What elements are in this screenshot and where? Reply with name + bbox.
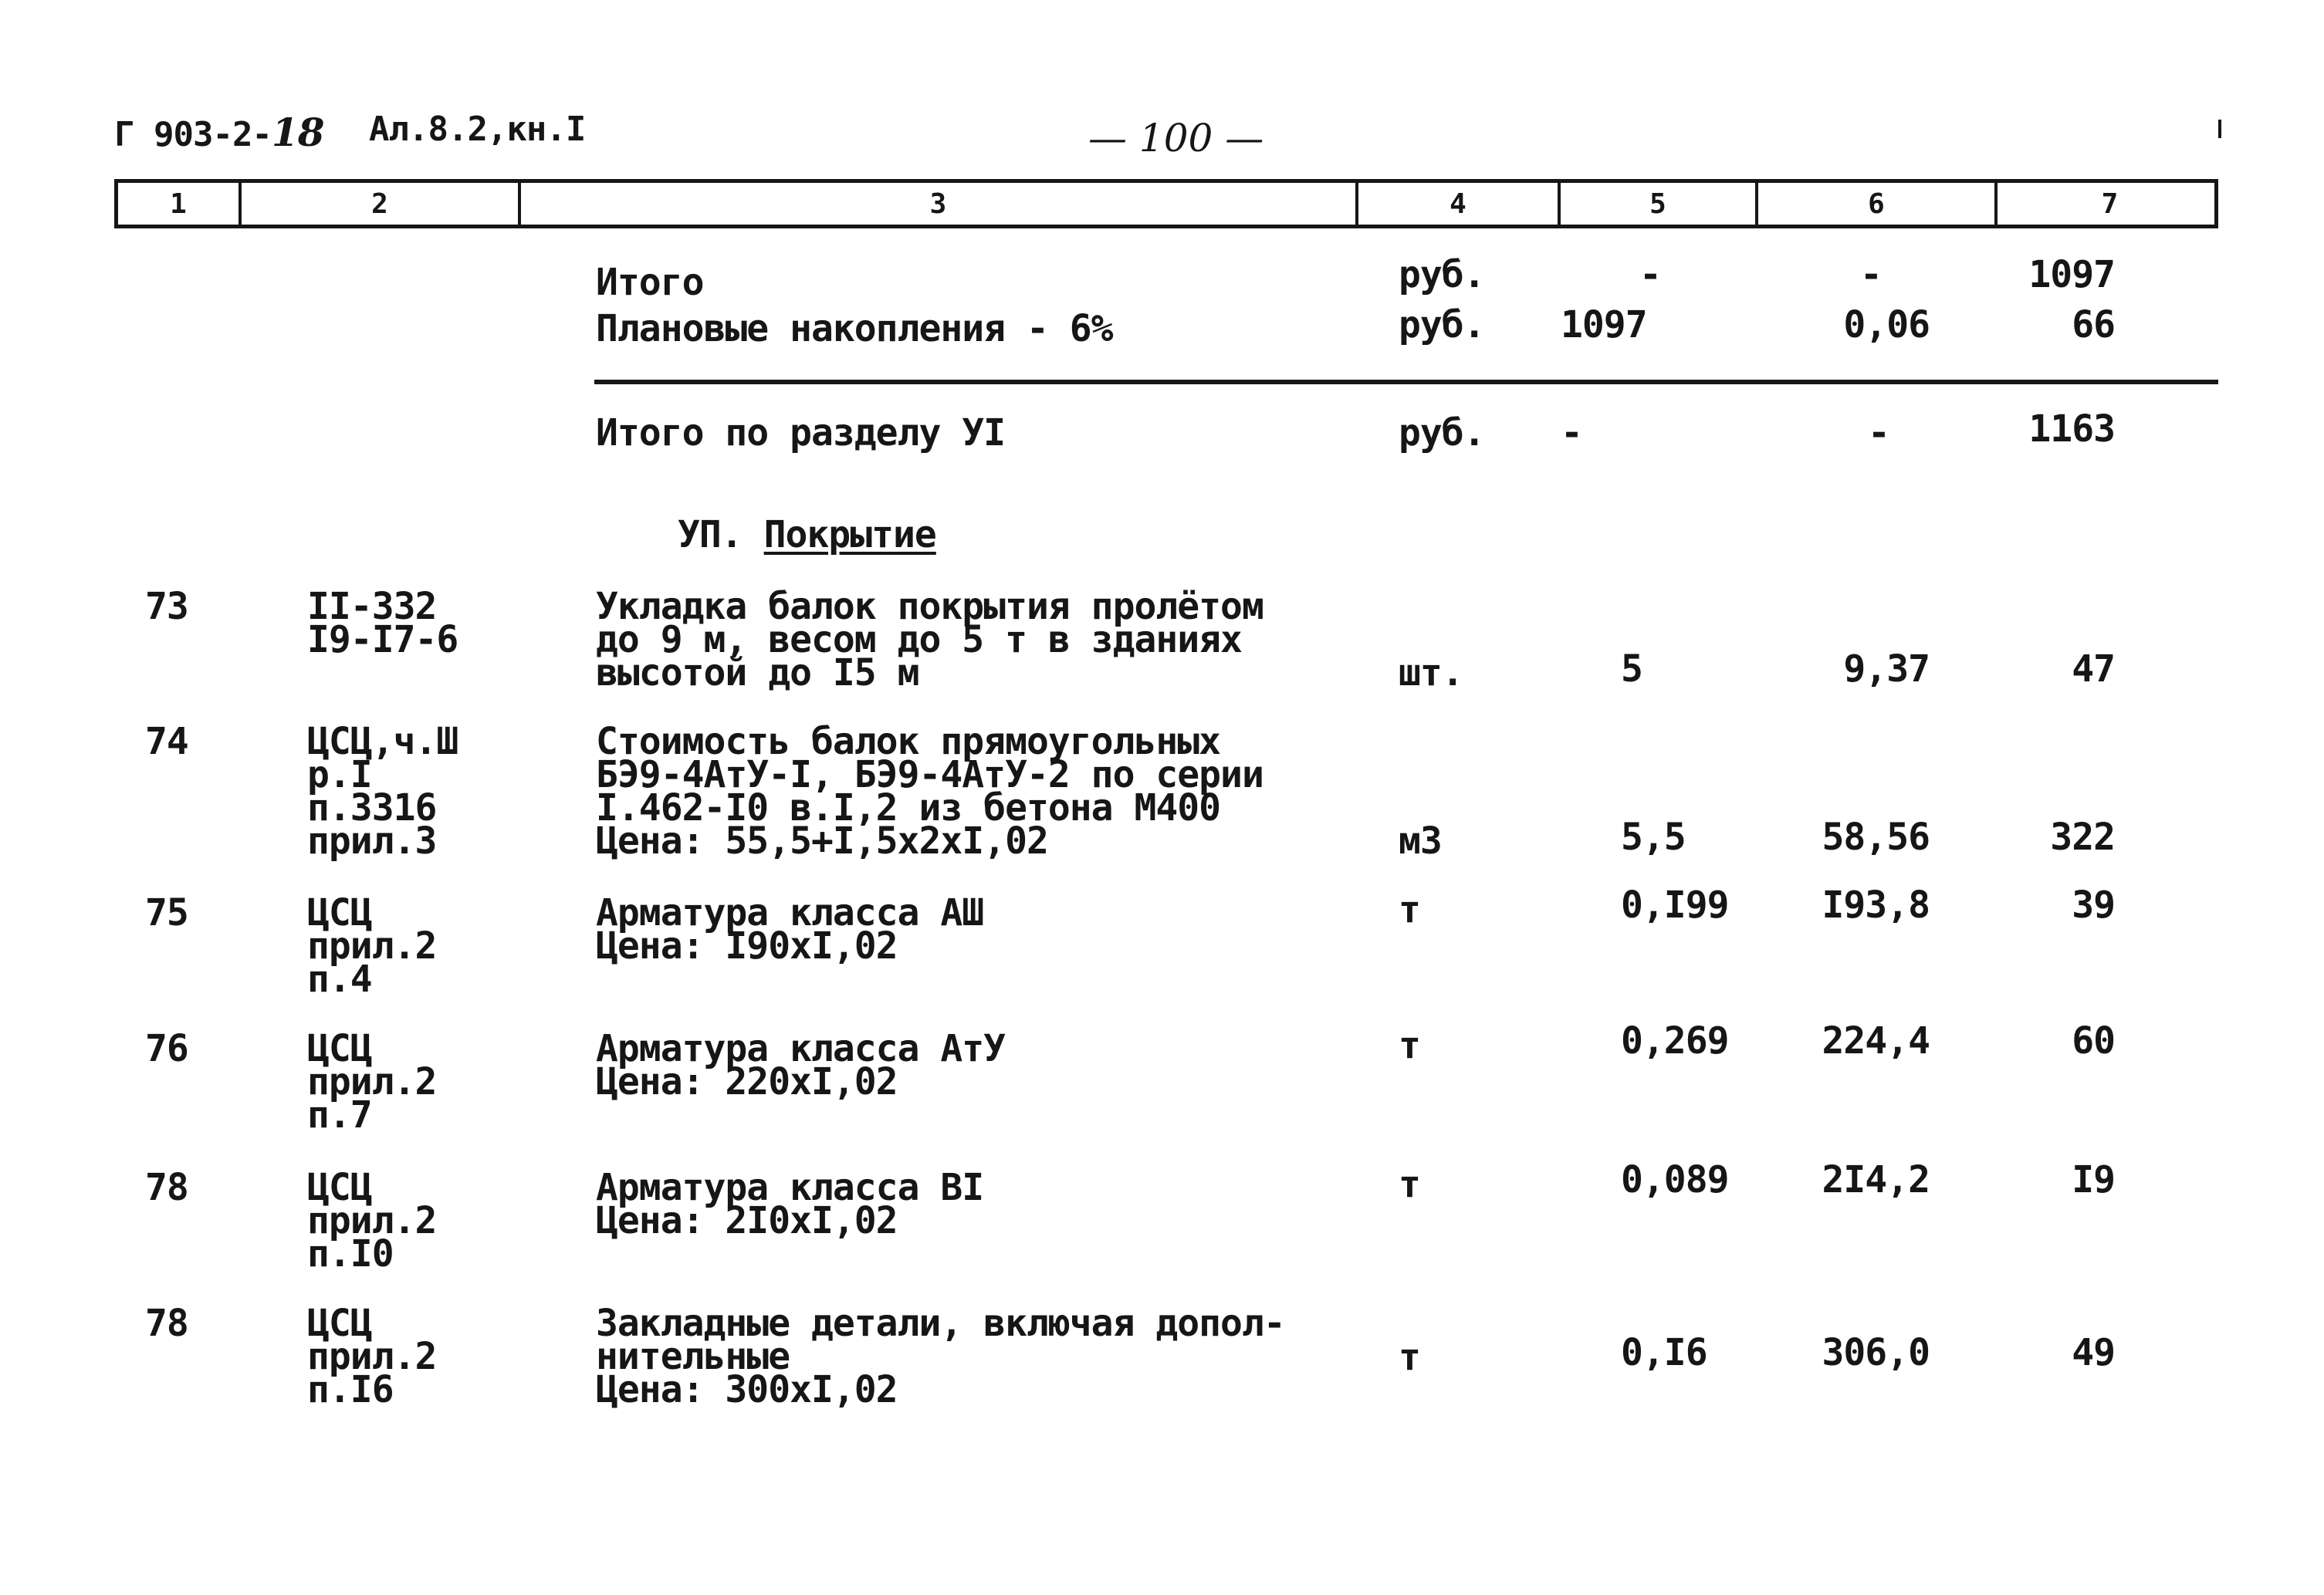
row-description-line: Укладка балок покрытия пролётом — [596, 585, 1263, 628]
row-quantity: 0,I99 — [1621, 884, 1729, 927]
row-price: 306,0 — [1822, 1331, 1930, 1374]
section-title — [678, 513, 936, 556]
row-unit: т — [1399, 1024, 1420, 1067]
row-price: 2I4,2 — [1822, 1158, 1930, 1201]
section-total-description: Итого по разделу УI — [596, 411, 1006, 455]
row-code-line: прил.2 — [307, 924, 437, 968]
row-number: 76 — [145, 1027, 188, 1070]
column-number-7: 7 — [2101, 188, 2119, 220]
row-unit: шт. — [1399, 651, 1463, 694]
row-quantity: 0,269 — [1621, 1019, 1729, 1063]
row-code-line: прил.2 — [307, 1335, 437, 1378]
row-total: 49 — [2072, 1331, 2115, 1374]
column-number-5: 5 — [1561, 183, 1758, 225]
column-number-6: 6 — [1758, 183, 1998, 225]
row-unit: м3 — [1399, 819, 1442, 863]
summary-price: 0,06 — [1843, 303, 1930, 346]
row-code-line: р.I — [307, 753, 372, 796]
row-price: I93,8 — [1822, 884, 1930, 927]
document-code-handwritten: 18 — [271, 110, 324, 155]
row-total: 322 — [2050, 816, 2115, 859]
summary-quantity: 1097 — [1561, 303, 1647, 346]
row-description-line: Цена: 220хI,02 — [596, 1060, 898, 1103]
row-number: 78 — [145, 1166, 188, 1209]
row-code-line: ЦСЦ — [307, 1302, 372, 1345]
row-description-line: I.462-I0 в.I,2 из бетона М400 — [596, 786, 1221, 830]
row-code-line: п.3316 — [307, 786, 437, 830]
row-total: 60 — [2072, 1019, 2115, 1063]
row-price: 9,37 — [1843, 647, 1930, 691]
row-code-line: ЦСЦ,ч.Ш — [307, 720, 458, 763]
row-description-line: Цена: I90хI,02 — [596, 924, 898, 968]
section-total-unit: руб. — [1399, 411, 1485, 455]
column-number-3: 3 — [521, 183, 1358, 225]
section-total-price: - — [1868, 411, 1889, 455]
summary-unit: руб. — [1399, 253, 1485, 296]
row-code-line: прил.3 — [307, 819, 437, 863]
row-description-line: нительные — [596, 1335, 790, 1378]
row-number: 74 — [145, 720, 188, 763]
summary-unit: руб. — [1399, 303, 1485, 346]
row-code-line: прил.2 — [307, 1060, 437, 1103]
row-description-line: до 9 м, весом до 5 т в зданиях — [596, 618, 1242, 661]
document-code-prefix: Г 903-2- — [114, 115, 272, 154]
column-number-4: 4 — [1358, 183, 1561, 225]
section-total-amount: 1163 — [2028, 407, 2115, 451]
row-code-line: ЦСЦ — [307, 891, 372, 934]
row-description-line: БЭ9-4АтУ-I, БЭ9-4АтУ-2 по серии — [596, 753, 1263, 796]
row-code-line: ЦСЦ — [307, 1166, 372, 1209]
row-total: 47 — [2072, 647, 2115, 691]
column-number-header — [114, 179, 2218, 228]
section-total-quantity: - — [1561, 411, 1582, 455]
row-code-line: п.7 — [307, 1093, 372, 1137]
row-number: 75 — [145, 891, 188, 934]
document-code — [114, 110, 324, 155]
section-total-divider — [594, 380, 2218, 384]
row-unit: т — [1399, 888, 1420, 931]
row-description-line: Стоимость балок прямоугольных — [596, 720, 1221, 763]
row-quantity: 0,I6 — [1621, 1331, 1707, 1374]
column-number-2: 2 — [242, 183, 521, 225]
column-number-1: 1 — [118, 183, 242, 225]
row-description-line: Закладные детали, включая допол- — [596, 1302, 1285, 1345]
row-code-line: I9-I7-6 — [307, 618, 458, 661]
row-price: 224,4 — [1822, 1019, 1930, 1063]
row-code-line: п.I0 — [307, 1232, 394, 1276]
section-title-name: Покрытие — [763, 513, 936, 556]
row-quantity: 5 — [1621, 647, 1642, 691]
row-unit: т — [1399, 1336, 1420, 1379]
row-quantity: 0,089 — [1621, 1158, 1729, 1201]
row-code-line: п.I6 — [307, 1368, 394, 1411]
row-number: 73 — [145, 585, 188, 628]
row-total: I9 — [2072, 1158, 2115, 1201]
row-unit: т — [1399, 1163, 1420, 1206]
row-description-line: Арматура класса АШ — [596, 891, 984, 934]
summary-quantity: - — [1639, 253, 1661, 296]
summary-total: 66 — [2072, 303, 2115, 346]
row-description-line: Арматура класса ВI — [596, 1166, 984, 1209]
row-code-line: II-332 — [307, 585, 437, 628]
row-description-line: Цена: 55,5+I,5х2хI,02 — [596, 819, 1048, 863]
summary-description: Плановые накопления - 6% — [596, 307, 1113, 350]
margin-tick-mark — [2218, 120, 2221, 138]
album-reference: Ал.8.2,кн.I — [369, 110, 586, 149]
summary-total: 1097 — [2028, 253, 2115, 296]
row-quantity: 5,5 — [1621, 816, 1686, 859]
row-code-line: ЦСЦ — [307, 1027, 372, 1070]
row-description-line: Цена: 300хI,02 — [596, 1368, 898, 1411]
row-code-line: прил.2 — [307, 1199, 437, 1242]
row-total: 39 — [2072, 884, 2115, 927]
row-description-line: высотой до I5 м — [596, 651, 919, 694]
row-code-line: п.4 — [307, 958, 372, 1001]
section-title-number: УП. — [678, 513, 743, 556]
row-price: 58,56 — [1822, 816, 1930, 859]
row-description-line: Цена: 2I0хI,02 — [596, 1199, 898, 1242]
summary-price: - — [1860, 253, 1882, 296]
row-description-line: Арматура класса АтУ — [596, 1027, 1006, 1070]
summary-description: Итого — [596, 261, 704, 304]
row-number: 78 — [145, 1302, 188, 1345]
page-number: — 100 — — [1088, 116, 1264, 161]
